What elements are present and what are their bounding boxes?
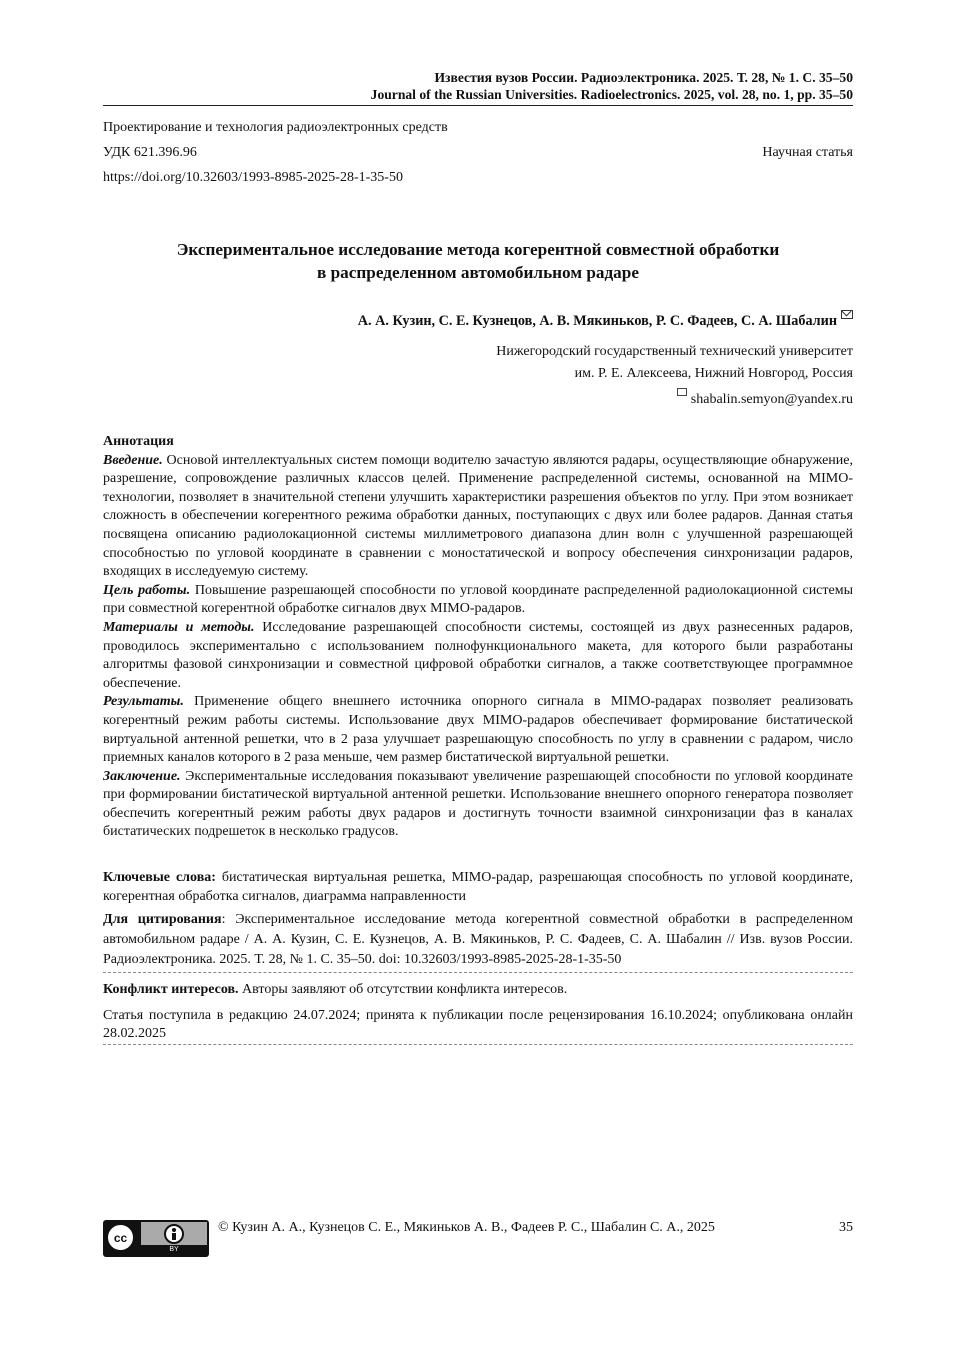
divider: [103, 972, 853, 973]
journal-title-en: Journal of the Russian Universities. Radioelectronics. 2025, vol. 28, no. 1, pp. 35–50: [370, 87, 853, 102]
conclusion-text: Экспериментальные исследования показывают увеличение разрешающей способности по угловой координате при формировании бистатической виртуальной антенной решетки. Использование внешнего опорного генератора позволяет обеспечить когерентный режим работы двух радаров и достигнуть точности взаимной синхронизации фаз в каналах бистатических подрешеток в несколько градусов.: [103, 768, 853, 840]
conflict-text: Авторы заявляют об отсутствии конфликта интересов.: [238, 982, 568, 997]
by-panel: [141, 1222, 207, 1255]
methods-text: Исследование разрешающей способности системы, состоящей из двух разнесенных радаров, проводилось экспериментально с использованием полнофункционального макета, для которого были разработаны алгоритмы фазовой синхронизации и совместной цифровой обработки сигналов, а также соответствующее программное обеспечение.: [103, 619, 853, 691]
received-dates: Статья поступила в редакцию 24.07.2024; принята к публикации после рецензирования 16.10.2024; опубликована онлайн 28.02.2025: [103, 1008, 853, 1041]
journal-header: [371, 69, 853, 103]
methods-label: Материалы и методы.: [103, 619, 255, 635]
envelope-icon: [677, 388, 687, 396]
affiliation-line-2: им. Р. Е. Алексеева, Нижний Новгород, Россия: [574, 366, 853, 381]
copyright: © Кузин А. А., Кузнецов С. Е., Мякиньков А. В., Фадеев Р. С., Шабалин С. А., 2025: [218, 1220, 715, 1235]
conflict-label: Конфликт интересов.: [103, 982, 239, 997]
by-label: BY: [141, 1245, 207, 1255]
abstract: [103, 433, 853, 842]
contact-email: [677, 392, 853, 408]
abstract-conclusion: [103, 768, 853, 842]
abstract-heading: Аннотация: [103, 434, 174, 449]
author-list: [358, 313, 853, 330]
results-text: Применение общего внешнего источника опорного сигнала в MIMO-радарах позволяет реализовать когерентный режим работы системы. Использование двух MIMO-радаров обеспечивает формирование бистатической виртуальной антенной решетки, что в 2 раза улучшает разрешающую способность по углу в сравнении с радаром, число приемных каналов которого в 2 раза меньше, чем размер бистатической виртуальной решетки.: [103, 694, 853, 766]
email-link[interactable]: shabalin.semyon@yandex.ru: [690, 392, 853, 407]
cc-by-license-badge[interactable]: [103, 1220, 209, 1257]
title-line-1: Экспериментальное исследование метода когерентной совместной обработки: [176, 240, 780, 259]
title-line-2: в распределенном автомобильном радаре: [317, 263, 639, 282]
paper-page: [103, 0, 853, 1350]
abstract-aim: [103, 582, 853, 619]
results-label: Результаты.: [103, 694, 184, 710]
citation: [103, 910, 853, 970]
keywords: [103, 868, 853, 906]
keywords-label: Ключевые слова:: [103, 870, 216, 885]
doi-link[interactable]: https://doi.org/10.32603/1993-8985-2025-28-1-35-50: [103, 170, 403, 185]
journal-title-ru: Известия вузов России. Радиоэлектроника. 2025. Т. 28, № 1. С. 35–50: [434, 70, 853, 85]
affiliation: [496, 341, 853, 385]
abstract-results: [103, 693, 853, 767]
article-type: Научная статья: [762, 145, 853, 160]
aim-text: Повышение разрешающей способности по угловой координате распределенной радиолокационной системы при совместной когерентной обработке сигналов двух MIMO-радаров.: [103, 582, 853, 617]
udc-code: УДК 621.396.96: [103, 145, 197, 160]
divider: [103, 1044, 853, 1045]
cc-icon: cc: [106, 1223, 135, 1252]
conflict-of-interest: [103, 982, 853, 998]
affiliation-line-1: Нижегородский государственный технический университет: [496, 344, 853, 359]
citation-label: Для цитирования: [103, 912, 222, 927]
section-name: Проектирование и технология радиоэлектронных средств: [103, 120, 448, 135]
intro-label: Введение.: [103, 452, 163, 468]
person-icon: [164, 1224, 184, 1244]
article-title: [103, 238, 853, 284]
abstract-methods: [103, 619, 853, 693]
aim-label: Цель работы.: [103, 582, 191, 598]
intro-text: Основой интеллектуальных систем помощи водителю зачастую являются радары, осуществляющие обнаружение, разрешение, сопровождение различных классов целей. Применение распределенной системы, основанной на MIMO-технологии, позволяет в значительной степени улучшить характеристики разрешения объектов по углу. При этом возникает сложность в обеспечении когерентного режима обработки данных, поступающих с двух или более радаров. Данная статья посвящена описанию радиолокационной системы миллиметрового диапазона длин волн с улучшенной разрешающей способностью по угловой координате в сравнении с моностатической и вопросу обеспечения синхронизации радаров, входящих в исследуемую систему.: [103, 452, 853, 580]
page-number: 35: [839, 1220, 853, 1235]
header-rule: [103, 105, 853, 106]
conclusion-label: Заключение.: [103, 768, 181, 784]
citation-text: : Экспериментальное исследование метода когерентной совместной обработки в распределенном автомобильном радаре / А. А. Кузин, С. Е. Кузнецов, А. В. Мякиньков, Р. С. Фадеев, С. А. Шабалин // Изв. вузов России. Радиоэлектроника. 2025. Т. 28, № 1. С. 35–50. doi: 10.32603/1993-8985-2025-28-1-35-50: [103, 912, 853, 967]
abstract-introduction: [103, 452, 853, 582]
authors-text: А. А. Кузин, С. Е. Кузнецов, А. В. Мякиньков, Р. С. Фадеев, С. А. Шабалин: [357, 313, 837, 329]
keywords-text: бистатическая виртуальная решетка, MIMO-радар, разрешающая способность по угловой координате, когерентная обработка сигналов, диаграмма направленности: [103, 870, 853, 904]
envelope-icon: [841, 310, 853, 319]
